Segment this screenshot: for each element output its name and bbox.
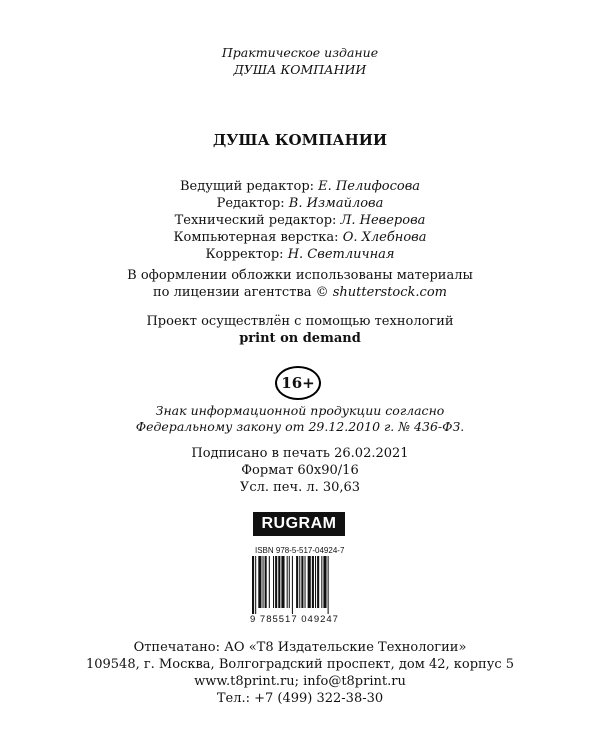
signed-date: Подписано в печать 26.02.2021 [191,446,409,461]
series-label: Практическое издание [221,45,379,60]
credit-name: О. Хлебнова [342,230,427,245]
credits-list [0,178,600,263]
credit-name: Л. Неверова [340,213,426,228]
credit-tech-editor [0,212,600,229]
credit-role: Технический редактор: [174,213,337,228]
credit-layout [0,229,600,246]
isbn-label: ISBN 978-5-517-04924-7 [255,546,345,555]
printer-phone: Тел.: +7 (499) 322-38-30 [216,691,384,706]
publisher-logo: RUGRAM [253,512,345,536]
credit-name: Н. Светличная [287,247,395,262]
credit-role: Редактор: [216,196,285,211]
printer-address: 109548, г. Москва, Волгоградский проспект, дом 42, корпус 5 [85,657,515,672]
cover-note-prefix: по лицензии агентства © [153,285,329,300]
barcode-digits: 9 785517 049247 [250,614,339,625]
barcode-icon [250,556,350,614]
age-note-line2: Федеральному закону от 29.12.2010 г. № 436-ФЗ. [135,419,465,434]
credit-lead-editor [0,178,600,195]
printer-line1: Отпечатано: АО «Т8 Издательские Технологии» [133,640,467,655]
credit-editor [0,195,600,212]
cover-note-line1: В оформлении обложки использованы материалы [127,268,473,283]
cover-note-source: shutterstock.com [332,285,447,300]
printer-web: www.t8print.ru; info@t8print.ru [194,674,406,689]
credit-name: Е. Пелифосова [318,179,421,194]
format-info: Формат 60х90/16 [241,463,359,478]
age-note-line1: Знак информационной продукции согласно [155,403,445,418]
credit-role: Корректор: [205,247,284,262]
credit-proofreader [0,246,600,263]
sheets-info: Усл. печ. л. 30,63 [239,480,361,495]
page-title: ДУША КОМПАНИИ [212,131,388,149]
series-title: ДУША КОМПАНИИ [233,62,367,77]
credit-role: Ведущий редактор: [179,179,315,194]
project-tech: print on demand [239,331,361,346]
cover-note-line2 [0,285,600,300]
project-note: Проект осуществлён с помощью технологий [146,314,454,329]
age-rating-badge: 16+ [275,366,321,400]
credit-name: В. Измайлова [288,196,384,211]
credit-role: Компьютерная верстка: [173,230,339,245]
